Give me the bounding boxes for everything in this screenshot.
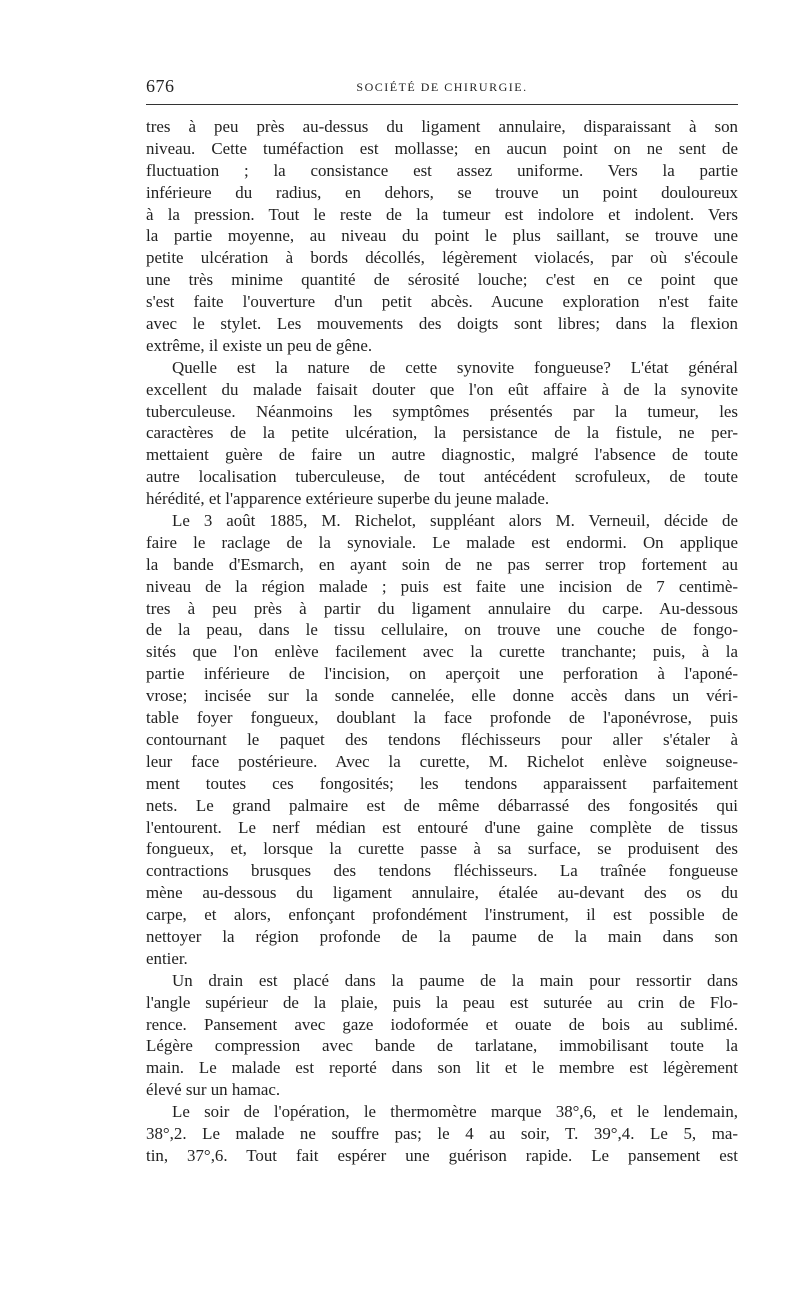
text-line: une très minime quantité de sérosité louche; c'est en ce point que	[146, 270, 738, 290]
text-line: petite ulcération à bords décollés, légèrement violacés, par où s'écoule	[146, 248, 738, 268]
text-line: Un drain est placé dans la paume de la main pour ressortir dans	[172, 970, 738, 990]
text-line: tres à peu près à partir du ligament annulaire du carpe. Au-dessous	[146, 598, 738, 618]
text-line: nettoyer la région profonde de la paume de la main dans son	[146, 926, 738, 946]
text-line: leur face postérieure. Avec la curette, M. Richelot enlève soigneuse-	[146, 751, 738, 771]
text-line: niveau de la région malade ; puis est faite une incision de 7 centimè-	[146, 576, 738, 596]
text-line: s'est faite l'ouverture d'un petit abcès. Aucune exploration n'est faite	[146, 292, 738, 312]
text-line: Légère compression avec bande de tarlatane, immobilisant toute la	[146, 1036, 738, 1056]
text-line: Le 3 août 1885, M. Richelot, suppléant alors M. Verneuil, décide de	[172, 511, 738, 531]
text-line: sités que l'on enlève facilement avec la curette tranchante; puis, à la	[146, 642, 738, 662]
text-line: nets. Le grand palmaire est de même débarrassé des fongosités qui	[146, 795, 738, 815]
text-line: l'entourent. Le nerf médian est entouré d'une gaine complète de tissus	[146, 817, 738, 837]
text-line: inférieure du radius, en dehors, se trouve un point douloureux	[146, 182, 738, 202]
text-line: contournant le paquet des tendons fléchisseurs pour aller s'étaler à	[146, 729, 738, 749]
text-line: hérédité, et l'apparence extérieure superbe du jeune malade.	[146, 489, 550, 509]
text-line: tuberculeuse. Néanmoins les symptômes présentés par la tumeur, les	[146, 401, 738, 421]
text-line: fluctuation ; la consistance est assez uniforme. Vers la partie	[146, 160, 738, 180]
text-line: table foyer fongueux, doublant la face profonde de l'aponévrose, puis	[146, 708, 738, 728]
text-line: partie inférieure de l'incision, on aperçoit une perforation à l'aponé-	[146, 664, 738, 684]
text-line: avec le stylet. Les mouvements des doigts sont libres; dans la flexion	[146, 314, 738, 334]
text-line: l'angle supérieur de la plaie, puis la peau est suturée au crin de Flo-	[146, 992, 738, 1012]
text-line: entier.	[146, 948, 188, 968]
text-line: la partie moyenne, au niveau du point le plus saillant, se trouve une	[146, 226, 738, 246]
text-line: 38°,2. Le malade ne souffre pas; le 4 au soir, T. 39°,4. Le 5, ma-	[146, 1123, 738, 1143]
text-line: carpe, et alors, enfonçant profondément l'instrument, il est possible de	[146, 905, 738, 925]
text-line: caractères de la petite ulcération, la persistance de la fistule, ne per-	[146, 423, 738, 443]
text-line: niveau. Cette tuméfaction est mollasse; en aucun point on ne sent de	[146, 138, 738, 158]
header-rule	[146, 104, 738, 105]
text-line: de la peau, dans le tissu cellulaire, on trouve une couche de fongo-	[146, 620, 738, 640]
text-line: tin, 37°,6. Tout fait espérer une guérison rapide. Le pansement est	[146, 1145, 738, 1165]
text-line: fongueux, et, lorsque la curette passe à sa surface, se produisent des	[146, 839, 738, 859]
text-line: Quelle est la nature de cette synovite fongueuse? L'état général	[172, 357, 738, 377]
text-line: rence. Pansement avec gaze iodoformée et ouate de bois au sublimé.	[146, 1014, 738, 1034]
text-line: mène au-dessous du ligament annulaire, étalée au-devant des os du	[146, 883, 738, 903]
text-line: extrême, il existe un peu de gêne.	[146, 335, 373, 355]
text-line: la bande d'Esmarch, en ayant soin de ne pas serrer trop fortement au	[146, 554, 738, 574]
text-line: faire le raclage de la synoviale. Le malade est endormi. On applique	[146, 532, 738, 552]
text-line: main. Le malade est reporté dans son lit et le membre est légèrement	[146, 1058, 738, 1078]
page-number: 676	[146, 76, 175, 96]
text-line: excellent du malade faisait douter que l'on eût affaire à de la synovite	[146, 379, 738, 399]
running-head	[146, 76, 738, 100]
text-line: autre localisation tuberculeuse, de tout antécédent scrofuleux, de toute	[146, 467, 738, 487]
text-line: contractions brusques des tendons fléchisseurs. La traînée fongueuse	[146, 861, 738, 881]
text-line: tres à peu près au-dessus du ligament annulaire, disparaissant à son	[146, 117, 738, 136]
text-line: mettaient guère de faire un autre diagnostic, malgré l'absence de toute	[146, 445, 738, 465]
text-line: ment toutes ces fongosités; les tendons apparaissent parfaitement	[146, 773, 738, 793]
body-text	[146, 116, 738, 1167]
text-line: à la pression. Tout le reste de la tumeur est indolore et indolent. Vers	[146, 204, 738, 224]
text-line: vrose; incisée sur la sonde cannelée, elle donne accès dans un véri-	[146, 686, 738, 706]
text-line: élevé sur un hamac.	[146, 1080, 281, 1100]
running-title: SOCIÉTÉ DE CHIRURGIE.	[356, 80, 528, 94]
text-line: Le soir de l'opération, le thermomètre marque 38°,6, et le lendemain,	[172, 1102, 738, 1122]
